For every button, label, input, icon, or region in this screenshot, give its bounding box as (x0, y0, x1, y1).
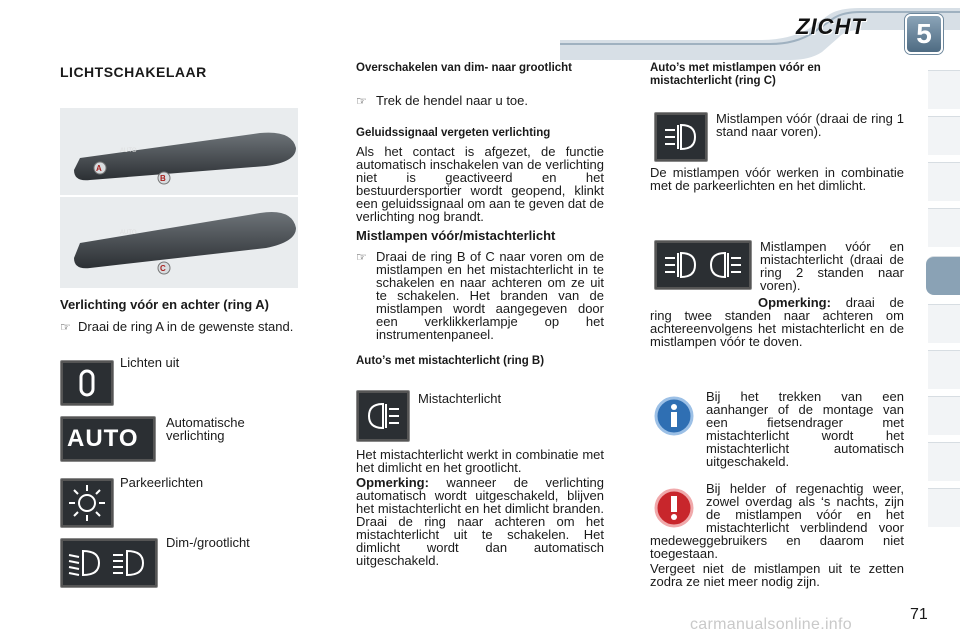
item-label-parking: Parkeerlichten (120, 475, 204, 490)
page-number: 71 (910, 606, 928, 623)
svg-text:AUTO: AUTO (120, 148, 137, 154)
auto-icon-text: AUTO (67, 425, 139, 452)
item-label-beam: Dim-/grootlicht (166, 535, 250, 550)
bullet-text: Draai de ring A in de gewenste stand. (78, 319, 294, 334)
rear-fog-label: Mistachterlicht (418, 391, 502, 406)
forgot-lights-text: Als het contact is afgezet, de functie automatisch inschakelen van de verlichting niet is geactiveerd en het bestuurdersportier wordt geopend, klinkt een geluidssignaal om aan te geven dat de verlichting nog brandt. (356, 144, 604, 224)
stalk-switch-illustration (60, 108, 298, 288)
chapter-tab[interactable] (928, 442, 960, 481)
warning-text-2: Vergeet niet de mistlampen uit te zetten zodra ze niet meer nodig zijn. (650, 561, 904, 589)
item-label-lights-off: Lichten uit (120, 355, 180, 370)
front-fog-text: De mistlampen vóór werken in combinatie met de parkeerlichten en het dimlicht. (650, 165, 904, 193)
section-title: LICHTSCHAKELAAR (60, 64, 207, 80)
bullet-icon: ☞ (356, 94, 367, 108)
front-rear-fog-title: Auto’s met mistlampen vóór en mistachterlicht (ring C) (650, 62, 821, 87)
info-icon (652, 394, 696, 438)
note-text: draai de ring twee standen naar achteren om achtereenvolgens het mistachterlicht en de mistlampen vóór te doven. (650, 295, 904, 349)
chapter-tab[interactable] (928, 70, 960, 109)
warning-text-main: Bij helder of regenachtig weer, zowel overdag als ‘s nachts, zijn de mistlampen vóór en het mistachterlicht verblindend voor medeweggebruikers en daarom niet toegestaan. (650, 481, 904, 561)
chapter-tab[interactable] (928, 350, 960, 389)
photo-label-b: B (160, 174, 166, 183)
chapter-tab[interactable] (928, 162, 960, 201)
front-rear-fog-note (650, 296, 904, 348)
chapter-tab[interactable] (928, 396, 960, 435)
rear-fog-title: Auto’s met mistachterlicht (ring B) (356, 355, 545, 367)
switch-beam-title: Overschakelen van dim- naar grootlicht (356, 62, 573, 74)
chapter-tabs (928, 70, 960, 580)
rear-fog-text: Het mistachterlicht werkt in combinatie met het dimlicht en het grootlicht. (356, 447, 604, 475)
chapter-tab[interactable] (928, 304, 960, 343)
bullet-icon: ☞ (60, 320, 71, 334)
info-text: Bij het trekken van een aanhanger of de montage van een fietsendrager met mistachterlicht wordt het mistachterlicht automatisch uitgeschakeld. (706, 389, 904, 469)
bullet-icon: ☞ (356, 250, 367, 264)
photo-label-a: A (96, 164, 102, 173)
chapter-tab-active[interactable] (926, 256, 960, 295)
warning-text (650, 482, 904, 560)
front-fog-light-icon (654, 112, 708, 162)
front-fog-label: Mistlampen vóór (draai de ring 1 stand naar voren). (716, 111, 904, 139)
parking-lights-icon (60, 478, 114, 528)
forgot-lights-title: Geluidssignaal vergeten verlichting (356, 127, 551, 139)
chapter-tab[interactable] (928, 488, 960, 527)
chapter-tab[interactable] (928, 116, 960, 155)
chapter-title: ZICHT (796, 14, 866, 39)
rear-fog-light-icon (356, 390, 410, 442)
rear-fog-note (356, 476, 604, 567)
dipped-main-beam-icon (60, 538, 158, 588)
note-label: Opmerking: (758, 295, 831, 310)
front-rear-fog-label: Mistlampen vóór en mistachterlicht (draai de ring 2 standen naar voren). (760, 239, 904, 293)
stalk-switch-photo (60, 108, 298, 288)
subsection-title: Verlichting vóór en achter (ring A) (60, 297, 269, 312)
svg-text:AUTO: AUTO (120, 230, 137, 236)
fog-lights-text: Draai de ring B of C naar voren om de mistlampen en het mistachterlicht in te schakelen en naar achteren om ze uit te schakelen. Het branden van de mistlampen wordt aangegeven door een verklikkerlampje op het instrumentenpaneel. (376, 249, 604, 342)
lights-off-icon (60, 360, 114, 406)
switch-beam-text: Trek de hendel naar u toe. (376, 93, 529, 108)
fog-lights-title: Mistlampen vóór/mistachterlicht (356, 228, 556, 243)
header-band (560, 0, 960, 64)
photo-label-c: C (160, 264, 166, 273)
item-label-auto: Automatische verlichting (166, 415, 245, 443)
note-text: wanneer de verlichting automatisch wordt uitgeschakeld, blijven het mistachterlicht en het dimlicht branden. Draai de ring naar achteren om het mistachterlicht uit te schakelen. Het dimlicht wordt dan automatisch uitgeschakeld. (356, 475, 604, 568)
chapter-number-badge: 5 (905, 14, 943, 54)
watermark: carmanualsonline.info (690, 616, 852, 633)
note-label: Opmerking: (356, 475, 429, 490)
chapter-tab[interactable] (928, 208, 960, 247)
auto-lighting-icon (60, 416, 156, 462)
front-rear-fog-light-icon (654, 240, 752, 290)
